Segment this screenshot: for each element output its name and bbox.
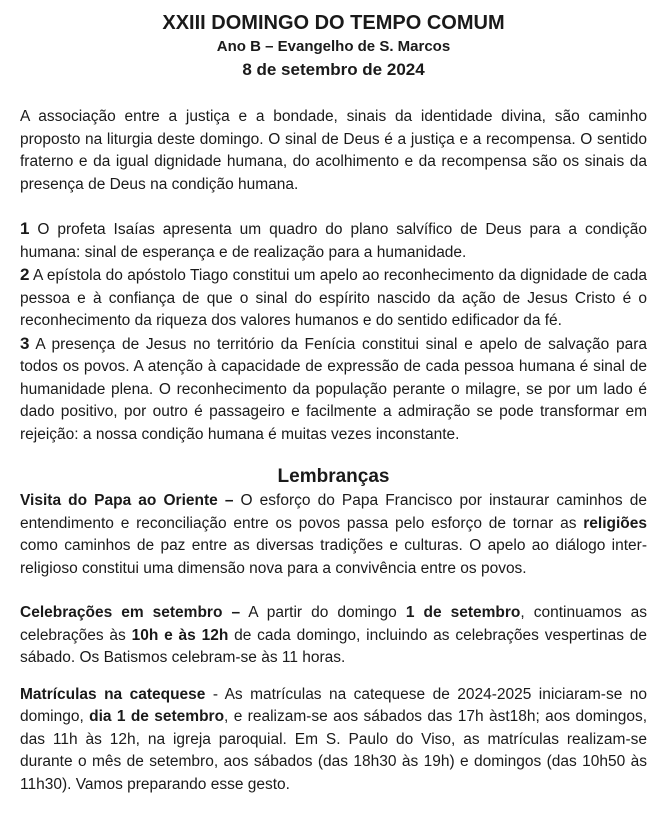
readings-list (20, 218, 647, 446)
matriculas-paragraph (20, 684, 647, 797)
celebracoes-text-end: de cada domingo, incluindo as celebrações vespertinas de sábado. Os Batismos celebram-se às 11 horas. (20, 626, 648, 666)
reading-text: A presença de Jesus no território da Fenícia constitui sinal e apelo de salvação para todos os povos. A atenção à capacidade de expressão de cada pessoa humana é sinal de humanidade plena. O reconhecimento da população perante o milagre, se por um lado é dado positivo, por outro é passageiro e facilmente a admiração se pode transformar em rejeição: a nossa condição humana é muitas vezes inconstante. (20, 335, 647, 443)
document-title: XXIII DOMINGO DO TEMPO COMUM (162, 12, 505, 34)
papa-visit-title: Visita do Papa ao Oriente – (20, 492, 234, 509)
reading-number: 1 (20, 219, 30, 238)
celebracoes-date: 1 de setembro (405, 604, 521, 621)
lembrancas-heading: Lembranças (277, 466, 390, 487)
reading-text: A epístola do apóstolo Tiago constitui um apelo ao reconhecimento da dignidade de cada pessoa e à confiança de que o sinal do espírito nascido da ação de Jesus Cristo é o reconhecimento da riqueza dos valores humanos e do sentido edificador da fé. (20, 267, 647, 329)
papa-visit-text: O esforço do Papa Francisco por instaurar caminhos de entendimento e reconciliação entre os povos passa pelo esforço de tornar as (20, 492, 647, 532)
document-header (20, 10, 647, 82)
matriculas-text: - As matrículas na catequese de 2024-2025 iniciaram-se no domingo, (20, 685, 647, 725)
reading-number: 2 (20, 265, 30, 284)
reading-number: 3 (20, 333, 30, 353)
matriculas-text-end: , e realizam-se aos sábados das 17h àst18h; aos domingos, das 11h às 12h, na igreja paroquial. Em S. Paulo do Viso, as matrículas realizam-se durante o mês de setembro, aos sábados (das 18h30 às 19h) e domingos (das 10h50 às 11h30). Vamos preparando esse gesto. (20, 708, 647, 793)
document-subtitle: Ano B – Evangelho de S. Marcos (216, 38, 451, 55)
celebracoes-title: Celebrações em setembro – (20, 604, 241, 621)
celebracoes-text: A partir do domingo (240, 604, 406, 621)
reading-1 (20, 218, 647, 264)
papa-visit-paragraph (20, 490, 647, 580)
intro-paragraph: A associação entre a justiça e a bondade, sinais da identidade divina, são caminho proposto na liturgia deste domingo. O sinal de Deus é a justiça e a recompensa. O sentido fraterno e da igual dignidade humana, do acolhimento e da recompensa são os sinais da presença de Deus na condição humana. (20, 108, 647, 193)
celebracoes-paragraph (20, 602, 647, 670)
reading-3 (20, 333, 647, 447)
matriculas-date: dia 1 de setembro (89, 708, 225, 725)
matriculas-title: Matrículas na catequese (20, 685, 206, 703)
reading-text: O profeta Isaías apresenta um quadro do plano salvífico de Deus para a condição humana: sinal de esperança e de realização para a humanidade. (20, 221, 647, 261)
celebracoes-text-mid: , continuamos as celebrações às (20, 604, 647, 644)
papa-visit-text-end: como caminhos de paz entre as diversas tradições e culturas. O apelo ao diálogo inter-religioso constitui uma dimensão nova para a convivência entre os povos. (20, 537, 647, 577)
papa-visit-bold: religiões (583, 514, 647, 532)
document-date: 8 de setembro de 2024 (242, 60, 425, 79)
reading-2 (20, 264, 647, 333)
celebracoes-times: 10h e às 12h (131, 626, 229, 644)
document-page (20, 10, 647, 796)
